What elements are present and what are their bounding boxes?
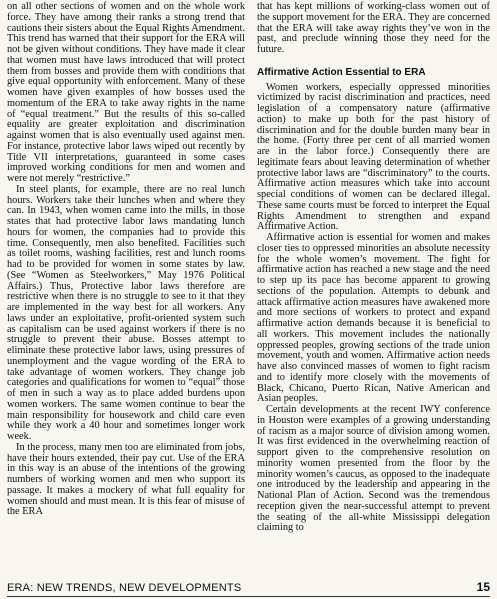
paragraph: Affirmative action is essential for women and makes closer ties to oppressed minorities an absolute necessity for the whole women’s movement. The fight for affirmative action has reached a new stage and the need to step up its pace has become apparent to growing sections of the population. Attempts to debunk and attack affirmative action measures have awakened more and more sections of workers to protect and expand affirmative action demands because it is beneficial to all workers. This movement includes the nationally oppressed peoples, growing sections of the trade union movement, youth and women. Affirmative action needs have also convinced masses of women to fight racism and to identify more closely with the movements of Black, Chicano, Puerto Rican, Native American and Asian peoples. — [257, 232, 490, 405]
running-title: ERA: NEW TRENDS, NEW DEVELOPMENTS — [7, 582, 242, 594]
footer-rule — [7, 596, 490, 597]
page-number: 15 — [476, 580, 490, 594]
paragraph: Certain developments at the recent IWY conference in Houston were examples of a growing understanding of racism as a major source of division among women. It was first evidenced in the overwhelming reaction of support given to the comprehensive resolution on minority women presented from the floor by the minority women’s caucus, as opposed to the inadequate one introduced by the leadership and appearing in the National Plan of Action. Second was the tremendous reception given the near-successful attempt to prevent the seating of the all-white Mississippi delegation claiming to — [257, 404, 490, 534]
paragraph: Women workers, especially oppressed minorities victimized by racist discrimination and practices, need legislation of a compensatory nature (affirmative action) to make up both for the past history of discrimination and for the double burden many bear in the home. (Forty three per cent of all married women are in the labor force.) Consequently there are legitimate fears about leaving determination of whether protective labor laws are “discriminatory” to the courts. Affirmative action measures which take into account special conditions of women can be declared illegal. These same courts must be forced to interpret the Equal Rights Amendment to strengthen and expand Affirmative Action. — [257, 81, 490, 233]
paragraph: In steel plants, for example, there are no real lunch hours. Workers take their lunches when and where they can. In 1943, when women came into the mills, in those states that had protective labor laws mandating lunch hours for women, the companies had to provide this time. Consequently, men also benefited. Facilities such as toilet rooms, washing facilities, rest and lunch rooms had to be provided for women in some states by law. (See “Women as Steelworkers,” May 1976 Political Affairs.) Thus, Protective labor laws therefore are restrictive when there is no struggle to see to it that they are implemented in the way best for all workers. Any laws under an exploitative, profit-oriented system such as capitalism can be used against workers if there is no struggle to prevent their abuse. Bosses attempt to eliminate these protective labor laws, using pressures of unemployment and the vague wording of the ERA to take advantage of women workers. They change job categories and qualifications for women to “equal” those of men in such a way as to place added burdens upon women workers. The same women continue to bear the main responsibility for housework and child care even while they work a 40 hour and sometimes longer work week. — [7, 183, 245, 442]
section-heading: Affirmative Action Essential to ERA — [257, 66, 426, 78]
left-column — [7, 2, 245, 518]
right-column — [257, 2, 490, 534]
paragraph: In the process, many men too are eliminated from jobs, have their hours extended, their pay cut. Use of the ERA in this way is an abuse of the intentions of the growing numbers of working women and men who support its passage. It makes a mockery of what full equality for women should and must mean. It is this fear of misuse of the ERA — [7, 441, 245, 518]
paragraph: on all other sections of women and on the whole work force. They have among their ranks a strong trend that cautions their sisters about the Equal Rights Amendment. This trend has warned that their support for the ERA will not be given without conditions. They have made it clear that women must have laws introduced that will protect them from bosses and provide them with conditions that give equal opportunity with enforcement. Many of these women have given examples of how bosses used the momentum of the ERA to take away rights in the name of “equal treatment.” But the results of this so-called equality are greater exploitation and discrimination against women that is also eventually used against men. For instance, protective labor laws wiped out recently by Title VII interpretations, guaranteed in some cases improved working conditions for men and women and were not merely “restrictive.” — [7, 1, 245, 184]
paragraph: that has kept millions of working-class women out of the support movement for the ERA. They are concerned that the ERA will take away rights they’ve won in the past, and preclude winning those they need for the future. — [257, 1, 490, 55]
page-footer — [7, 578, 490, 594]
